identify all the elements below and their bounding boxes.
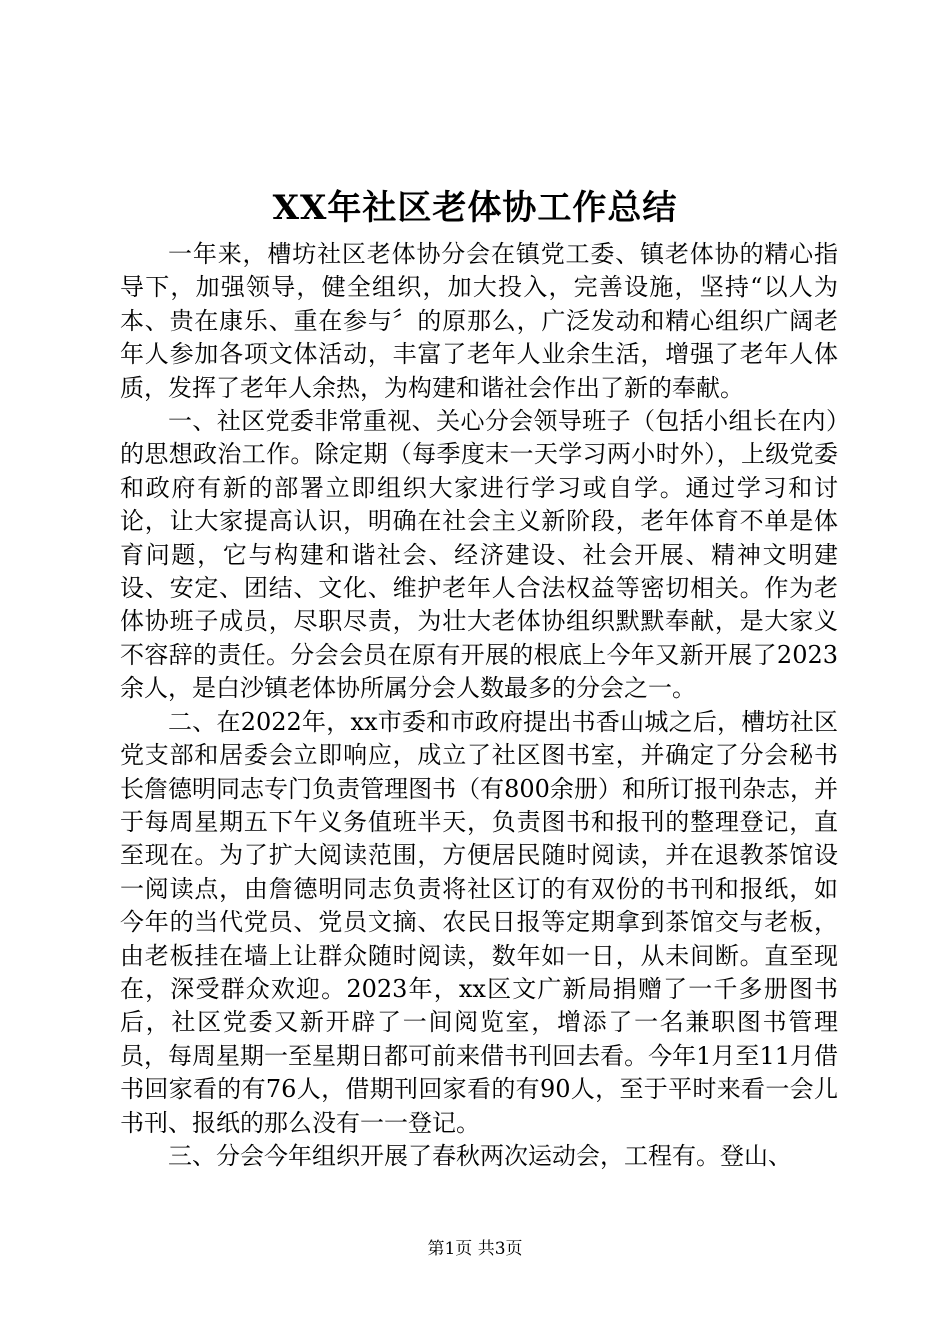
document-title: XX年社区老体协工作总结 [272,188,678,228]
page-number-footer: 第1页 共3页 [427,1239,523,1259]
paragraph-section-3: 三、分会今年组织开展了春秋两次运动会，工程有。登山、 [168,1141,792,1170]
document-body [120,238,838,1173]
paragraph-section-2: 二、在2022年，xx市委和市政府提出书香山城之后，槽坊社区党支部和居委会立即响应，成立了社区图书室，并确定了分会秘书长詹德明同志专门负责管理图书（有800余册）和所订报刊杂志，并于每周星期五下午义务值班半天，负责图书和报刊的整理登记，直至现在。为了扩大阅读范围，方便居民随时阅读，并在退教茶馆设一阅读点，由詹德明同志负责将社区订的有双份的书刊和报纸，如今年的当代党员、党员文摘、农民日报等定期拿到茶馆交与老板，由老板挂在墙上让群众随时阅读，数年如一日，从未间断。直至现在，深受群众欢迎。2023年，xx区文广新局捐赠了一千多册图书后，社区党委又新开辟了一间阅览室，增添了一名兼职图书管理员，每周星期一至星期日都可前来借书刊回去看。今年1月至11月借书回家看的有76人，借期刊回家看的有90人，至于平时来看一会儿书刊、报纸的那么没有一一登记。 [120,707,838,1137]
paragraph-section-1: 一、社区党委非常重视、关心分会领导班子（包括小组长在内）的思想政治工作。除定期（每季度末一天学习两小时外），上级党委和政府有新的部署立即组织大家进行学习或自学。通过学习和讨论，让大家提高认识，明确在社会主义新阶段，老年体育不单是体育问题，它与构建和谐社会、经济建设、社会开展、精神文明建设、安定、团结、文化、维护老年人合法权益等密切相关。作为老体协班子成员，尽职尽责，为壮大老体协组织默默奉献，是大家义不容辞的责任。分会会员在原有开展的根底上今年又新开展了2023余人，是白沙镇老体协所属分会人数最多的分会之一。 [120,407,838,703]
paragraph-intro: 一年来，槽坊社区老体协分会在镇党工委、镇老体协的精心指导下，加强领导，健全组织，加大投入，完善设施，坚持“以人为本、贵在康乐、重在参与〞的原那么，广泛发动和精心组织广阔老年人参加各项文体活动，丰富了老年人业余生活，增强了老年人体质，发挥了老年人余热，为构建和谐社会作出了新的奉献。 [120,240,838,402]
